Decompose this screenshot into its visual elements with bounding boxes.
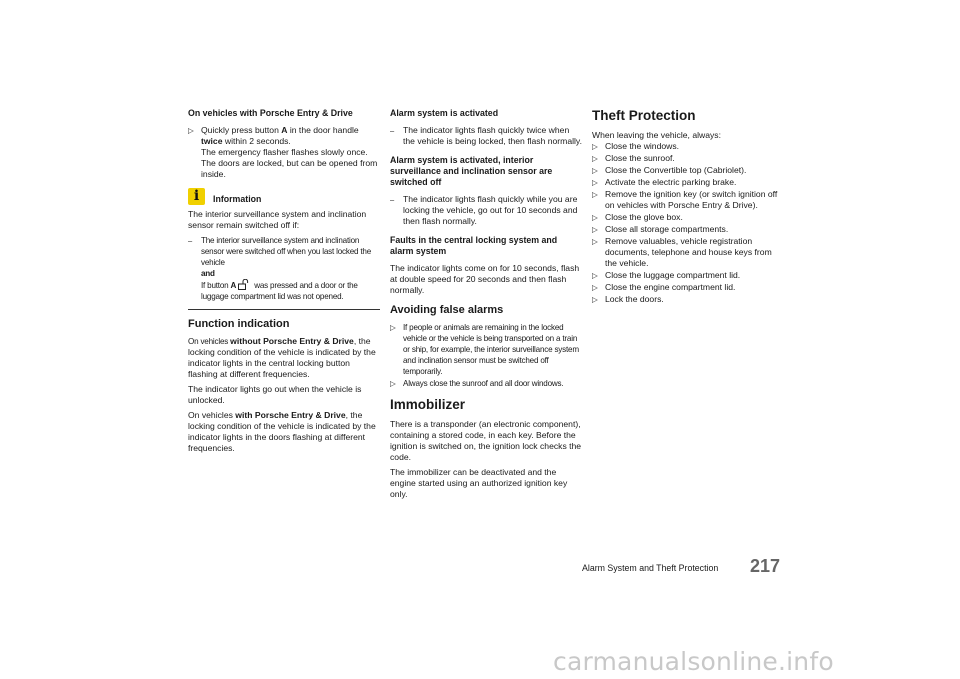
step-marker: ▷ (592, 283, 598, 292)
step-result-flasher: The emergency flasher flashes slowly once. (201, 147, 368, 157)
theft-protection-item: ▷ Close the engine compartment lid. (592, 282, 736, 292)
theft-protection-list (592, 141, 784, 305)
entry-drive-heading: On vehicles with Porsche Entry & Drive (188, 108, 353, 118)
step-marker: ▷ (390, 323, 396, 332)
false-alarms-item-1: ▷ If people or animals are remaining in the locked vehicle or the vehicle is being transported on a train or ship, for example, the interior surveillance system and inclination sensor must be switched off temporarily. (390, 323, 579, 376)
theft-protection-item: ▷ Remove valuables, vehicle registration documents, telephone and house keys from the vehicle. (592, 236, 772, 268)
step-marker: ▷ (390, 379, 396, 388)
theft-protection-item: ▷ Close the Convertible top (Cabriolet). (592, 165, 747, 175)
column-left (188, 108, 380, 458)
alarm-activated-heading: Alarm system is activated (390, 108, 499, 118)
page-footer (582, 556, 782, 576)
theft-protection-item: ▷ Activate the electric parking brake. (592, 177, 737, 187)
divider (188, 309, 380, 310)
immobilizer-paragraph-1: There is a transponder (an electronic component), containing a stored code, in each key. Before the ignition is switched on, the ignition lock checks the code. (390, 419, 582, 462)
watermark: carmanualsonline.info (553, 647, 834, 676)
theft-protection-item: ▷ Remove the ignition key (or switch ignition off on vehicles with Porsche Entry & Drive). (592, 189, 778, 210)
theft-protection-item: ▷ Close the luggage compartment lid. (592, 270, 741, 280)
theft-protection-item: ▷ Close all storage compartments. (592, 224, 729, 234)
theft-protection-item: ▷ Close the glove box. (592, 212, 683, 222)
column-right (592, 108, 784, 306)
step-marker: ▷ (592, 166, 598, 175)
dash-marker: – (188, 236, 192, 245)
theft-protection-heading: Theft Protection (592, 108, 696, 123)
step-marker: ▷ (592, 271, 598, 280)
lock-open-icon (238, 279, 250, 290)
surveillance-off-heading: Alarm system is activated, interior surveillance and inclination sensor are switched off (390, 155, 553, 187)
step-result-doors: The doors are locked, but can be opened from inside. (201, 158, 378, 179)
immobilizer-paragraph-2: The immobilizer can be deactivated and the engine started using an authorized ignition key only. (390, 467, 568, 499)
page-number: 217 (750, 556, 781, 576)
dash-marker: – (390, 126, 395, 135)
step-marker: ▷ (592, 295, 598, 304)
immobilizer-heading: Immobilizer (390, 397, 466, 412)
step-marker: ▷ (592, 178, 598, 187)
footer-title: Alarm System and Theft Protection (582, 563, 719, 573)
function-indication-paragraph-1: On vehicles without Porsche Entry & Drive, the locking condition of the vehicle is indicated by the indicator lights in the central locking button flashing at different frequencies. (188, 336, 376, 379)
function-indication-heading: Function indication (188, 318, 290, 330)
theft-protection-item: ▷ Close the windows. (592, 141, 680, 151)
step-marker: ▷ (188, 126, 194, 135)
information-dash-item: – The interior surveillance system and inclination sensor were switched off when you last locked the vehicle and If button A was pressed and a door or the luggage compartment lid was not opened. (188, 236, 372, 301)
step-press-button: ▷ Quickly press button A in the door handle twice within 2 seconds. The emergency flasher flashes slowly once. The doors are locked, but can be opened from inside. (188, 125, 378, 179)
step-marker: ▷ (592, 213, 598, 222)
faults-heading: Faults in the central locking system and alarm system (390, 235, 558, 256)
step-marker: ▷ (592, 142, 598, 151)
function-indication-paragraph-3: On vehicles with Porsche Entry & Drive, the locking condition of the vehicle is indicated by the indicator lights in the doors flashing at different frequencies. (188, 410, 376, 453)
false-alarms-heading: Avoiding false alarms (390, 304, 504, 316)
information-title: Information (213, 194, 262, 204)
theft-protection-item: ▷ Close the sunroof. (592, 153, 675, 163)
false-alarms-item-2: ▷ Always close the sunroof and all door windows. (390, 379, 564, 388)
theft-protection-intro: When leaving the vehicle, always: (592, 130, 721, 140)
information-box (188, 188, 380, 302)
information-icon: i (188, 188, 205, 205)
step-marker: ▷ (592, 154, 598, 163)
information-and: and (201, 269, 215, 278)
column-middle (390, 108, 582, 504)
step-marker: ▷ (592, 190, 598, 199)
function-indication-paragraph-2: The indicator lights go out when the vehicle is unlocked. (188, 384, 362, 405)
step-marker: ▷ (592, 225, 598, 234)
surveillance-off-item: – The indicator lights flash quickly while you are locking the vehicle, go out for 10 seconds and then flash normally. (390, 194, 578, 226)
step-marker: ▷ (592, 237, 598, 246)
alarm-activated-item: – The indicator lights flash quickly twice when the vehicle is being locked, then flash normally. (390, 125, 582, 146)
dash-marker: – (390, 195, 395, 204)
information-intro: The interior surveillance system and inclination sensor remain switched off if: (188, 209, 367, 230)
faults-text: The indicator lights come on for 10 seconds, flash at double speed for 20 seconds and then flash normally. (390, 263, 580, 295)
theft-protection-item: ▷ Lock the doors. (592, 294, 664, 304)
